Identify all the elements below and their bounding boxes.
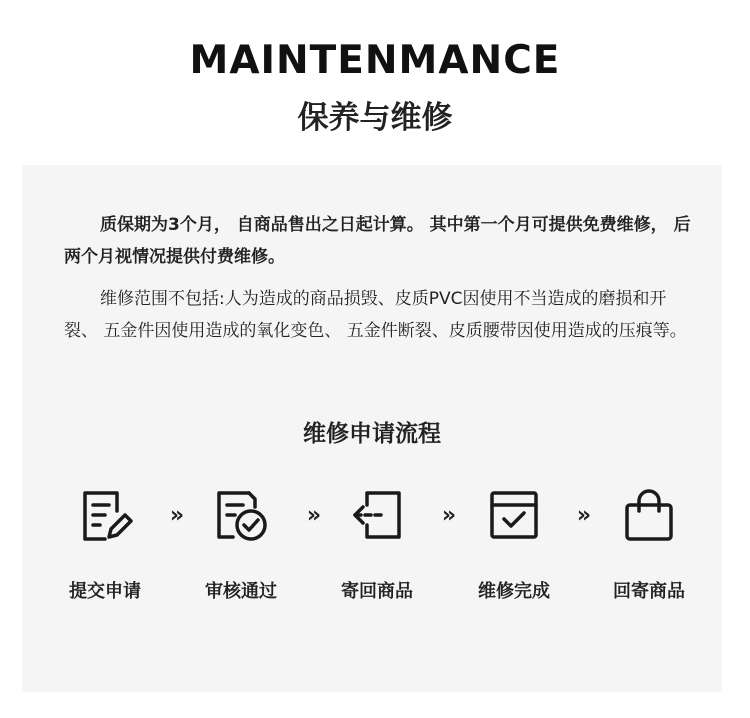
step-label: 回寄商品	[613, 581, 685, 602]
step-arrow: »	[306, 503, 322, 528]
exclusions-text: 维修范围不包括:人为造成的商品损毁、皮质PVC因使用不当造成的磨损和开裂、 五金件因使用造成的氧化变色、 五金件断裂、皮质腰带因使用造成的压痕等。	[64, 289, 687, 341]
step-review-approved	[186, 485, 296, 605]
step-label: 提交申请	[69, 581, 141, 602]
step-arrow: »	[441, 503, 457, 528]
step-arrow: »	[169, 503, 185, 528]
step-repair-complete	[459, 485, 569, 605]
warranty-text: 质保期为3个月， 自商品售出之日起计算。 其中第一个月可提供免费维修， 后两个月视情况提供付费维修。	[64, 215, 691, 267]
step-arrow: »	[576, 503, 592, 528]
page-title-cn: 保养与维修	[297, 100, 453, 136]
warranty-paragraph	[64, 209, 694, 273]
step-return-goods	[322, 485, 432, 605]
shopping-bag-icon	[619, 485, 679, 545]
step-label: 维修完成	[478, 581, 550, 602]
content-panel	[22, 165, 722, 692]
document-edit-icon	[75, 485, 135, 545]
calendar-check-icon	[484, 485, 544, 545]
document-check-icon	[211, 485, 271, 545]
return-arrow-icon	[347, 485, 407, 545]
page-title-en: MAINTENMANCE	[189, 38, 561, 83]
step-submit-application	[50, 485, 160, 605]
process-title: 维修申请流程	[303, 421, 441, 447]
step-label: 寄回商品	[341, 581, 413, 602]
step-label: 审核通过	[205, 581, 277, 602]
process-steps	[22, 485, 722, 605]
step-ship-back	[594, 485, 704, 605]
exclusions-paragraph	[64, 283, 694, 347]
